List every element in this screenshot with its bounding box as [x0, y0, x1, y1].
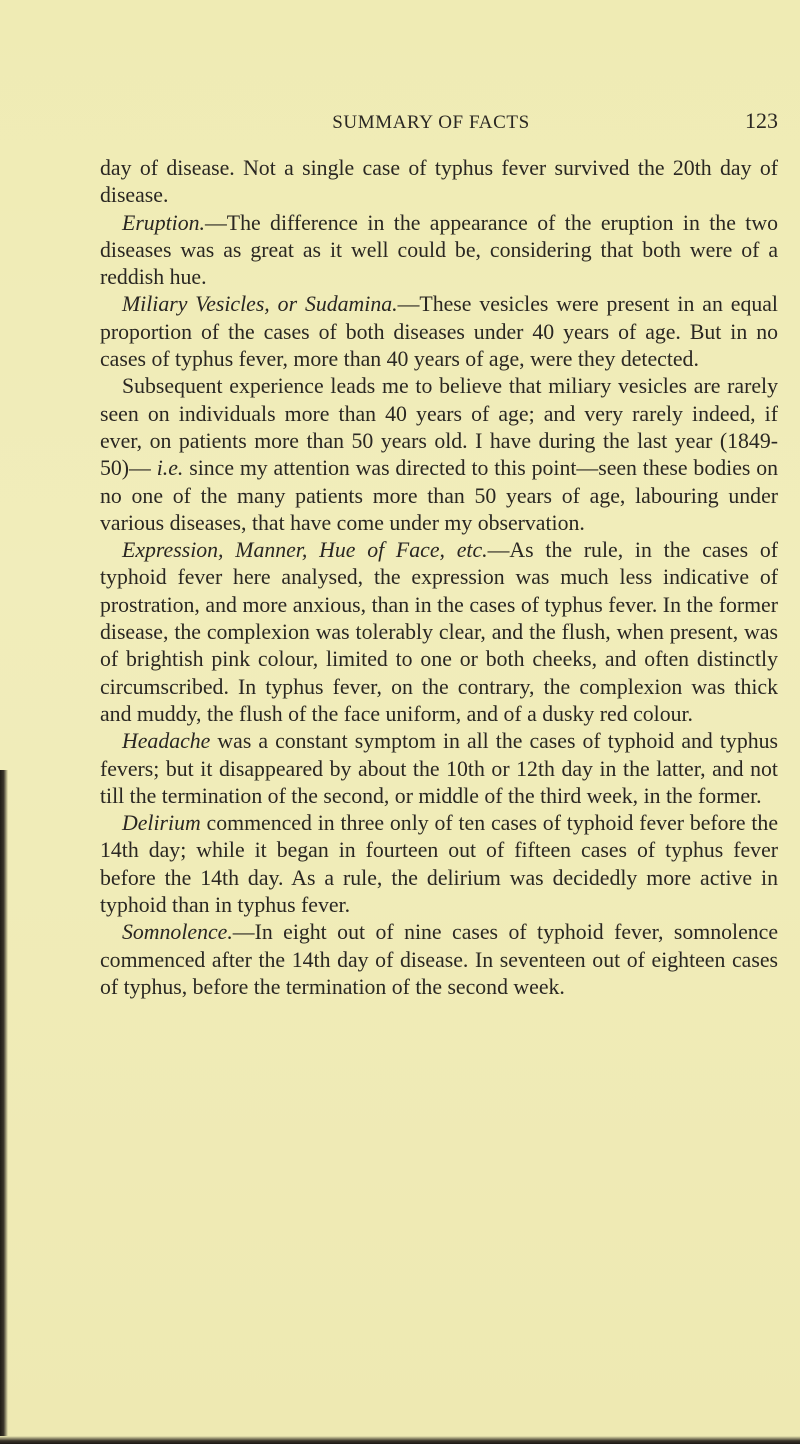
paragraph-text: commenced in three only of ten cases of typhoid fever before the 14th day; while it began in fourteen out of fifteen cases of typhus fever before the 14th day. As a rule, the delirium was decidedly more active in typhoid than in typhus fever.: [100, 811, 778, 918]
paragraph-lead: Eruption.: [122, 210, 205, 235]
paragraph-continuation: [100, 155, 778, 210]
paragraph-lead: Expression, Manner, Hue of Face, etc.: [122, 538, 488, 563]
body-text: [100, 155, 778, 1001]
paragraph-text: —In eight out of nine cases of typhoid fever, somnolence commenced after the 14th day of disease. In seventeen out of eighteen cases of typhus, before the termination of the second week.: [100, 920, 778, 999]
paragraph-text: was a constant symptom in all the cases of typhoid and typhus fevers; but it disappeared by about the 10th or 12th day in the latter, and not till the termination of the second, or middle of the third week, in the former.: [100, 729, 778, 808]
paragraph-eruption: [100, 210, 778, 292]
page-number: 123: [745, 108, 778, 133]
paragraph-lead: i.e.: [156, 456, 184, 481]
paragraph-delirium: [100, 810, 778, 919]
paragraph-text: Subsequent experience leads me to believe that miliary vesicles are rarely seen on individuals more than 40 years of age; and very rarely indeed, if ever, on patients more than 50 years old. I have during the last year (1849-50)—: [100, 374, 778, 481]
paragraph-lead: Delirium: [122, 811, 201, 836]
running-head: SUMMARY OF FACTS: [332, 112, 530, 133]
paragraph-text: —As the rule, in the cases of typhoid fever here analysed, the expression was much less indicative of prostration, and more anxious, than in the cases of typhus fever. In the former disease, the complexion was tolerably clear, and the flush, when present, was of brightish pink colour, limited to one or both cheeks, and often distinctly circumscribed. In typhus fever, on the contrary, the complexion was thick and muddy, the flush of the face uniform, and of a dusky red colour.: [100, 538, 778, 726]
paragraph-text: day of disease. Not a single case of typhus fever survived the 20th day of disease.: [100, 156, 778, 208]
paragraph-miliary-vesicles: [100, 291, 778, 373]
page-header: [84, 108, 778, 138]
paragraph-headache: [100, 728, 778, 810]
paragraph-lead: Headache: [122, 729, 211, 754]
paragraph-lead: Miliary Vesicles, or Sudamina.: [122, 292, 398, 317]
paragraph-text: —The difference in the appearance of the eruption in the two diseases was as great as it well could be, considering that both were of a reddish hue.: [100, 210, 778, 290]
page-edge-shadow-left: [0, 770, 8, 1444]
paragraph-lead: Somnolence.: [122, 920, 233, 945]
paragraph-expression: [100, 537, 778, 728]
paragraph-text: since my attention was directed to this point—seen these bodies on no one of the many patients more than 50 years of age, labouring under various diseases, that have come under my observation.: [100, 456, 778, 535]
paragraph-text: —These vesicles were present in an equal proportion of the cases of both diseases under 40 years of age. But in no cases of typhus fever, more than 40 years of age, were they detected.: [100, 292, 778, 372]
paragraph-somnolence: [100, 919, 778, 1001]
page-edge-shadow-bottom: [0, 1436, 800, 1444]
paragraph-subsequent-experience: [100, 373, 778, 537]
